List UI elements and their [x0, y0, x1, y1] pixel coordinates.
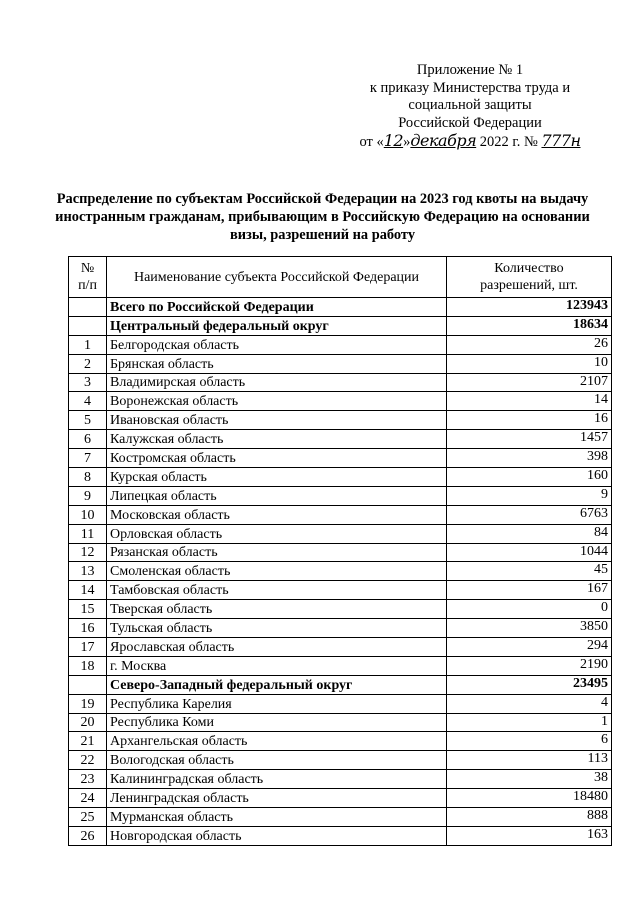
row-name: г. Москва	[107, 656, 447, 675]
row-name: Костромская область	[107, 449, 447, 468]
appendix-header	[340, 62, 600, 152]
table-row-summary	[69, 675, 612, 694]
row-number: 8	[69, 468, 107, 487]
row-number: 5	[69, 411, 107, 430]
row-number: 22	[69, 751, 107, 770]
table-row	[69, 524, 612, 543]
row-count: 113	[447, 751, 612, 770]
table-header-row	[69, 257, 612, 298]
row-number: 16	[69, 619, 107, 638]
row-number: 13	[69, 562, 107, 581]
appendix-line-2: к приказу Министерства труда и	[369, 79, 571, 96]
row-name: Смоленская область	[107, 562, 447, 581]
row-name: Ленинградская область	[107, 789, 447, 808]
order-date-line	[340, 132, 600, 152]
row-name: Республика Карелия	[107, 694, 447, 713]
row-name: Вологодская область	[107, 751, 447, 770]
row-number: 19	[69, 694, 107, 713]
row-number: 6	[69, 430, 107, 449]
row-count: 4	[447, 694, 612, 713]
row-name: Липецкая область	[107, 486, 447, 505]
row-number	[69, 675, 107, 694]
row-name: Республика Коми	[107, 713, 447, 732]
table-row	[69, 449, 612, 468]
row-number: 26	[69, 826, 107, 845]
row-count: 1	[447, 713, 612, 732]
table-row	[69, 656, 612, 675]
row-name: Ярославская область	[107, 638, 447, 657]
row-name: Белгородская область	[107, 335, 447, 354]
order-day: 12	[383, 131, 404, 150]
row-count: 1457	[447, 430, 612, 449]
row-count: 163	[447, 826, 612, 845]
date-prefix: от «	[359, 134, 384, 150]
row-count: 38	[447, 770, 612, 789]
row-count: 0	[447, 600, 612, 619]
row-count: 84	[447, 524, 612, 543]
row-count: 1044	[447, 543, 612, 562]
table-row	[69, 335, 612, 354]
header-count: Количество разрешений, шт.	[447, 257, 612, 298]
row-number: 25	[69, 808, 107, 827]
row-count: 14	[447, 392, 612, 411]
table-row	[69, 581, 612, 600]
row-count: 10	[447, 354, 612, 373]
row-count: 9	[447, 486, 612, 505]
appendix-line-1: Приложение № 1	[416, 62, 524, 78]
row-name: Воронежская область	[107, 392, 447, 411]
table-row	[69, 694, 612, 713]
table-row	[69, 713, 612, 732]
table-row	[69, 562, 612, 581]
table-row	[69, 600, 612, 619]
row-name: Северо-Западный федеральный округ	[107, 675, 447, 694]
row-count: 18634	[447, 316, 612, 335]
row-name: Владимирская область	[107, 373, 447, 392]
row-number: 3	[69, 373, 107, 392]
row-number: 11	[69, 524, 107, 543]
row-name: Тульская область	[107, 619, 447, 638]
row-number: 4	[69, 392, 107, 411]
row-count: 45	[447, 562, 612, 581]
row-name: Орловская область	[107, 524, 447, 543]
row-count: 2190	[447, 656, 612, 675]
table-row	[69, 468, 612, 487]
row-name: Мурманская область	[107, 808, 447, 827]
row-count: 123943	[447, 298, 612, 317]
header-name: Наименование субъекта Российской Федерации	[107, 257, 447, 298]
row-name: Калининградская область	[107, 770, 447, 789]
table-row	[69, 392, 612, 411]
row-name: Курская область	[107, 468, 447, 487]
table-row	[69, 354, 612, 373]
table-row	[69, 751, 612, 770]
table-row	[69, 505, 612, 524]
table-row	[69, 486, 612, 505]
row-name: Всего по Российской Федерации	[107, 298, 447, 317]
row-number: 14	[69, 581, 107, 600]
row-number	[69, 298, 107, 317]
row-count: 398	[447, 449, 612, 468]
table-row	[69, 543, 612, 562]
row-name: Архангельская область	[107, 732, 447, 751]
row-name: Центральный федеральный округ	[107, 316, 447, 335]
row-name: Тверская область	[107, 600, 447, 619]
row-count: 6	[447, 732, 612, 751]
row-count: 160	[447, 468, 612, 487]
row-count: 3850	[447, 619, 612, 638]
document-title: Распределение по субъектам Российской Федерации на 2023 год квоты на выдачу иностранным гражданам, прибывающим в Российскую Федерацию на основании визы, разрешений на работу	[55, 191, 590, 243]
order-number: 777н	[541, 131, 581, 150]
header-num: № п/п	[69, 257, 107, 298]
row-count: 2107	[447, 373, 612, 392]
table-row	[69, 732, 612, 751]
table-row	[69, 430, 612, 449]
row-name: Рязанская область	[107, 543, 447, 562]
table-row	[69, 411, 612, 430]
row-name: Новгородская область	[107, 826, 447, 845]
row-number: 20	[69, 713, 107, 732]
table-row	[69, 619, 612, 638]
row-number: 2	[69, 354, 107, 373]
date-mid: »	[403, 134, 411, 150]
row-count: 26	[447, 335, 612, 354]
table-body	[69, 298, 612, 846]
row-number: 17	[69, 638, 107, 657]
table-row	[69, 638, 612, 657]
row-number: 10	[69, 505, 107, 524]
row-count: 23495	[447, 675, 612, 694]
row-number: 18	[69, 656, 107, 675]
order-month: декабря	[410, 131, 477, 150]
row-number: 15	[69, 600, 107, 619]
table-row	[69, 373, 612, 392]
row-name: Ивановская область	[107, 411, 447, 430]
row-number: 7	[69, 449, 107, 468]
table-row-summary	[69, 316, 612, 335]
row-number: 9	[69, 486, 107, 505]
row-count: 888	[447, 808, 612, 827]
row-count: 167	[447, 581, 612, 600]
order-year: 2022 г. №	[479, 134, 538, 150]
row-count: 16	[447, 411, 612, 430]
table-row	[69, 826, 612, 845]
quota-table	[68, 256, 612, 846]
table-row	[69, 808, 612, 827]
row-count: 6763	[447, 505, 612, 524]
table-row	[69, 789, 612, 808]
row-number: 21	[69, 732, 107, 751]
row-count: 294	[447, 638, 612, 657]
row-name: Тамбовская область	[107, 581, 447, 600]
row-name: Брянская область	[107, 354, 447, 373]
row-number: 1	[69, 335, 107, 354]
row-number: 24	[69, 789, 107, 808]
row-name: Московская область	[107, 505, 447, 524]
appendix-line-4: Российской Федерации	[398, 114, 542, 131]
row-number: 12	[69, 543, 107, 562]
row-count: 18480	[447, 789, 612, 808]
table-row	[69, 770, 612, 789]
table-row-summary	[69, 298, 612, 317]
row-number	[69, 316, 107, 335]
appendix-line-3: социальной защиты	[408, 97, 532, 113]
row-name: Калужская область	[107, 430, 447, 449]
row-number: 23	[69, 770, 107, 789]
